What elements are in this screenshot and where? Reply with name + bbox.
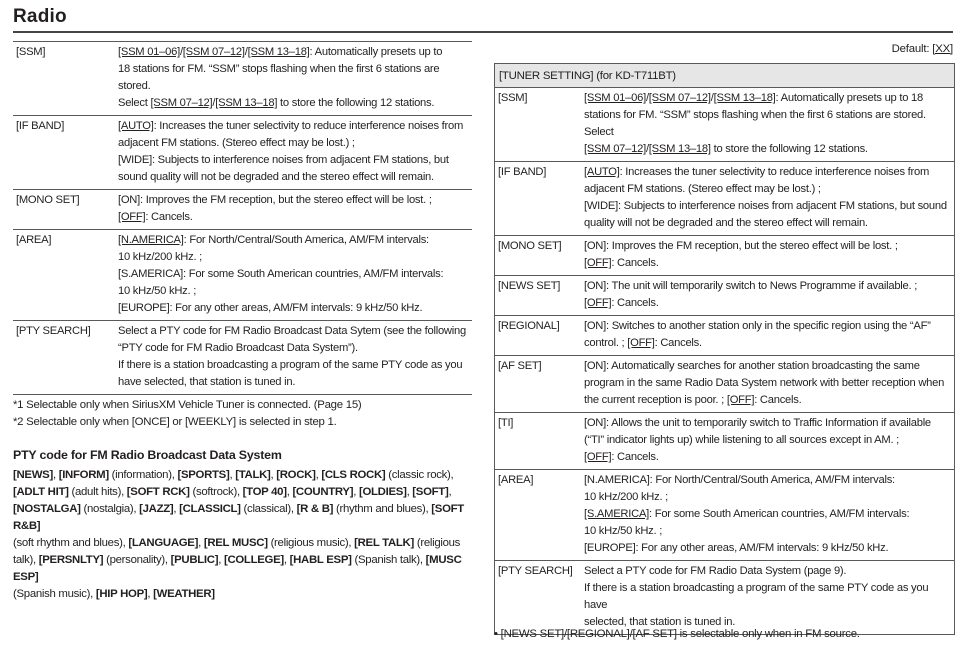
setting-description — [584, 356, 954, 413]
text-line — [584, 540, 954, 557]
setting-description — [118, 42, 472, 116]
text-line — [584, 415, 954, 432]
text-segment: , — [406, 486, 413, 498]
default-option-text: [AUTO] — [584, 166, 620, 178]
setting-row — [495, 276, 954, 316]
text-segment: : Improves the FM reception, but the stereo effect will be lost. ; — [140, 194, 432, 206]
default-option-text: [SSM 01–06] — [584, 92, 646, 104]
title-divider — [13, 31, 953, 33]
tuner-setting-box — [494, 63, 955, 635]
text-segment: selected, that station is tuned in. — [584, 616, 736, 628]
text-line — [118, 323, 472, 340]
pty-code-text: [SOFT R&B] — [13, 503, 464, 532]
text-line — [584, 318, 954, 335]
text-line — [118, 300, 472, 317]
text-segment: (“TI” indicator lights up) while listening to all sources except in AM. ; — [584, 434, 900, 446]
text-line — [584, 141, 954, 158]
default-option-text: [S.AMERICA] — [584, 508, 650, 520]
default-option-text: [AUTO] — [118, 120, 154, 132]
default-option-text: [SSM 07–12] — [584, 143, 646, 155]
text-segment: [EUROPE] — [584, 542, 636, 554]
setting-key: [REGIONAL] — [498, 320, 560, 332]
text-segment: “PTY code for FM Radio Broadcast Data System”). — [118, 342, 358, 354]
text-segment: [ON] — [118, 194, 140, 206]
tuner-settings-table — [495, 88, 954, 635]
text-line — [13, 535, 475, 552]
text-line — [584, 255, 954, 272]
pty-code-text: [R & B] — [296, 503, 334, 515]
pty-code-text: [REL MUSC] — [203, 537, 268, 549]
default-option-text: [SSM 13–18] — [247, 46, 310, 58]
text-segment: the current reception is poor. ; — [584, 394, 727, 406]
setting-row — [495, 88, 954, 162]
default-option-text: [OFF] — [627, 337, 655, 349]
text-segment: sound quality will not be degraded and the stereo effect will remain. — [118, 171, 434, 183]
fm-only-note — [494, 626, 860, 643]
pty-code-text: [MUSC ESP] — [13, 554, 462, 583]
setting-description — [584, 561, 954, 635]
text-segment: : For any other areas, AM/FM intervals: 9 kHz/50 kHz. — [635, 542, 889, 554]
text-segment: [ON] — [584, 320, 606, 332]
text-segment: / — [710, 92, 714, 104]
pty-code-text: [OLDIES] — [358, 486, 407, 498]
default-option-text: [SSM 07–12] — [648, 92, 711, 104]
text-segment: , — [353, 486, 359, 498]
text-segment: (classic rock), — [385, 469, 454, 481]
setting-key: [IF BAND] — [16, 120, 65, 132]
text-segment: 18 stations for FM. “SSM” stops flashing when the first 6 stations are stored. — [118, 63, 440, 92]
text-segment: : Automatically searches for another station broadcasting the same — [606, 360, 920, 372]
text-segment: [ON] — [584, 240, 606, 252]
text-line — [584, 432, 954, 449]
pty-code-text: [WEATHER] — [153, 588, 215, 600]
text-segment: • — [494, 628, 501, 640]
setting-description — [584, 470, 954, 561]
text-segment: (adult hits), — [68, 486, 127, 498]
pty-code-text: [INFORM] — [58, 469, 109, 481]
text-segment: stations for FM. “SSM” stops flashing when the first 6 stations are stored. Select — [584, 109, 926, 138]
text-segment: [AF SET] — [632, 628, 677, 640]
tuner-setting-header: [TUNER SETTING] (for KD-T711BT) — [495, 64, 954, 88]
text-line — [13, 467, 475, 484]
text-line — [584, 449, 954, 466]
text-segment: : Automatically presets up to — [309, 46, 443, 58]
text-segment: : Improves the FM reception, but the stereo effect will be lost. ; — [606, 240, 898, 252]
default-option-text: [XX] — [932, 43, 953, 55]
text-line — [584, 295, 954, 312]
setting-description — [584, 162, 954, 236]
pty-code-text: [HIP HOP] — [95, 588, 148, 600]
text-segment: to store the following 12 stations. — [710, 143, 868, 155]
text-segment: [ON] — [584, 280, 606, 292]
text-segment: : For some South American countries, AM/FM intervals: — [183, 268, 444, 280]
pty-code-text: [SOFT] — [412, 486, 449, 498]
tuner-settings-table-body — [495, 88, 954, 635]
text-segment: : For any other areas, AM/FM intervals: 9 kHz/50 kHz. — [169, 302, 423, 314]
text-line — [584, 164, 954, 181]
text-segment: *2 Selectable only when — [13, 416, 132, 428]
text-segment: program in the same Radio Data System network with better reception when — [584, 377, 945, 389]
pty-code-text: [COLLEGE] — [223, 554, 284, 566]
text-segment: , — [286, 486, 293, 498]
text-line — [118, 266, 472, 283]
text-line — [584, 506, 954, 523]
setting-description — [118, 190, 472, 230]
footnotes — [13, 397, 473, 431]
text-line — [584, 358, 954, 375]
text-line — [584, 563, 954, 580]
text-segment: , — [147, 588, 154, 600]
setting-description — [584, 413, 954, 470]
pty-code-text: [ROCK] — [276, 469, 316, 481]
pty-code-text: [NOSTALGA] — [13, 503, 81, 515]
text-segment: 10 kHz/50 kHz. ; — [584, 525, 663, 537]
text-segment: (information), — [108, 469, 178, 481]
text-segment: (rhythm and blues), — [333, 503, 432, 515]
text-segment: / — [212, 97, 216, 109]
text-line — [584, 472, 954, 489]
text-segment: (nostalgia), — [80, 503, 140, 515]
text-segment: : Cancels. — [654, 337, 702, 349]
text-line — [118, 152, 472, 169]
setting-description — [584, 316, 954, 356]
pty-code-text: [SPORTS] — [177, 469, 230, 481]
text-line — [13, 397, 473, 414]
pty-code-text: [PUBLIC] — [170, 554, 219, 566]
text-segment: : For North/Central/South America, AM/FM intervals: — [183, 234, 429, 246]
text-line — [118, 249, 472, 266]
text-line — [118, 374, 472, 391]
setting-key: [AREA] — [16, 234, 52, 246]
pty-code-text: [PERSNLTY] — [38, 554, 104, 566]
setting-description — [584, 88, 954, 162]
text-line — [118, 357, 472, 374]
pty-code-text: [SOFT RCK] — [126, 486, 190, 498]
text-segment: : Increases the tuner selectivity to reduce interference noises from — [619, 166, 930, 178]
pty-code-text: [TALK] — [235, 469, 271, 481]
setting-key: [MONO SET] — [498, 240, 562, 252]
pty-code-text: [CLASSICL] — [179, 503, 241, 515]
text-segment: is selectable only when in FM source. — [676, 628, 860, 640]
text-segment: , — [448, 486, 452, 498]
setting-row — [13, 116, 472, 190]
radio-settings-table — [13, 41, 472, 395]
text-line — [118, 44, 472, 61]
text-segment: quality will not be degraded and the stereo effect will remain. — [584, 217, 868, 229]
pty-code-text: [COUNTRY] — [292, 486, 354, 498]
setting-key: [TI] — [498, 417, 514, 429]
text-segment: If there is a station broadcasting a program of the same PTY code as you — [118, 359, 463, 371]
pty-code-text: [JAZZ] — [139, 503, 174, 515]
text-line — [584, 90, 954, 107]
text-line — [584, 335, 954, 352]
setting-description — [584, 276, 954, 316]
setting-row — [495, 162, 954, 236]
text-segment: (Spanish talk), — [351, 554, 426, 566]
text-segment: / — [645, 92, 649, 104]
setting-row — [495, 561, 954, 635]
text-segment: , — [218, 554, 224, 566]
text-line — [118, 135, 472, 152]
default-option-text: [N.AMERICA] — [118, 234, 184, 246]
pty-code-text: [ADLT HIT] — [13, 486, 69, 498]
text-line — [13, 501, 475, 535]
setting-key: [AF SET] — [498, 360, 542, 372]
setting-key: [NEWS SET] — [498, 280, 561, 292]
setting-key: [AREA] — [498, 474, 534, 486]
text-segment: Default: — [891, 43, 933, 55]
text-segment: have selected, that station is tuned in. — [118, 376, 296, 388]
text-segment: [REGIONAL] — [566, 628, 630, 640]
text-segment: 10 kHz/200 kHz. ; — [118, 251, 203, 263]
text-segment: Select — [118, 97, 151, 109]
setting-row — [495, 470, 954, 561]
text-segment: is selected in step 1. — [235, 416, 337, 428]
default-option-text: [OFF] — [118, 211, 146, 223]
setting-row — [13, 42, 472, 116]
text-segment: , — [283, 554, 290, 566]
text-segment: talk), — [13, 554, 39, 566]
setting-row — [13, 230, 472, 321]
text-line — [118, 95, 472, 112]
text-segment: : For some South American countries, AM/FM intervals: — [649, 508, 910, 520]
text-line — [13, 414, 473, 431]
text-segment: , — [52, 469, 59, 481]
text-line — [118, 232, 472, 249]
text-segment: (soft rhythm and blues), — [13, 537, 129, 549]
text-segment: , — [173, 503, 180, 515]
text-segment: [NEWS SET] — [500, 628, 564, 640]
text-line — [13, 552, 475, 586]
text-segment: : For North/Central/South America, AM/FM intervals: — [649, 474, 895, 486]
default-option-text: [SSM 13–18] — [713, 92, 776, 104]
text-segment: : Subjects to interference noises from adjacent FM stations, but — [151, 154, 449, 166]
text-segment: (Spanish music), — [13, 588, 96, 600]
text-line — [584, 580, 954, 614]
pty-code-heading: PTY code for FM Radio Broadcast Data System — [13, 448, 282, 462]
text-segment: (religious music), — [267, 537, 355, 549]
text-segment: 10 kHz/50 kHz. ; — [118, 285, 197, 297]
text-segment: [ONCE] — [131, 416, 170, 428]
setting-row — [495, 413, 954, 470]
text-segment: / — [179, 46, 183, 58]
text-segment: (personality), — [103, 554, 171, 566]
text-line — [584, 278, 954, 295]
radio-settings-table-body — [13, 42, 472, 395]
text-line — [118, 192, 472, 209]
setting-key: [IF BAND] — [498, 166, 547, 178]
text-segment: [WIDE] — [584, 200, 618, 212]
text-segment: 10 kHz/200 kHz. ; — [584, 491, 669, 503]
setting-key: [SSM] — [16, 46, 46, 58]
setting-row — [495, 236, 954, 276]
text-line — [13, 586, 475, 603]
text-segment: : Allows the unit to temporarily switch to Traffic Information if available — [606, 417, 931, 429]
setting-description — [118, 230, 472, 321]
text-segment: : Cancels. — [611, 257, 659, 269]
text-segment: (religious — [413, 537, 461, 549]
text-segment: (softrock), — [189, 486, 243, 498]
text-segment: [WIDE] — [118, 154, 152, 166]
text-line — [118, 61, 472, 95]
default-option-text: [SSM 13–18] — [648, 143, 711, 155]
setting-key: [MONO SET] — [16, 194, 80, 206]
setting-row — [13, 321, 472, 395]
pty-code-list — [13, 467, 475, 603]
text-segment: : Cancels. — [145, 211, 193, 223]
page-title: Radio — [13, 6, 67, 27]
text-line — [118, 118, 472, 135]
text-segment: If there is a station broadcasting a program of the same PTY code as you have — [584, 582, 929, 611]
default-option-text: [SSM 07–12] — [182, 46, 245, 58]
text-line — [584, 198, 954, 215]
pty-code-text: [CLS ROCK] — [321, 469, 386, 481]
text-segment: (classical), — [240, 503, 297, 515]
text-segment: [EUROPE] — [118, 302, 170, 314]
default-option-text: [OFF] — [584, 297, 612, 309]
text-segment: to store the following 12 stations. — [277, 97, 435, 109]
setting-row — [13, 190, 472, 230]
text-line — [584, 392, 954, 409]
pty-code-text: [NEWS] — [13, 469, 53, 481]
default-label — [892, 41, 953, 58]
default-option-text: [SSM 01–06] — [118, 46, 180, 58]
text-segment: control. ; — [584, 337, 628, 349]
text-segment: , — [198, 537, 204, 549]
setting-description — [584, 236, 954, 276]
setting-description — [118, 116, 472, 190]
text-line — [584, 107, 954, 141]
text-line — [118, 209, 472, 226]
default-option-text: [OFF] — [584, 451, 612, 463]
text-segment: : Subjects to interference noises from adjacent FM stations, but sound — [617, 200, 947, 212]
text-line — [584, 375, 954, 392]
default-option-text: [OFF] — [584, 257, 612, 269]
pty-code-text: [HABL ESP] — [289, 554, 352, 566]
text-line — [118, 340, 472, 357]
text-line — [584, 489, 954, 506]
default-option-text: [SSM 13–18] — [215, 97, 278, 109]
text-segment: : Automatically presets up to 18 — [775, 92, 923, 104]
setting-key: [PTY SEARCH] — [16, 325, 91, 337]
text-segment: : The unit will temporarily switch to News Programme if available. ; — [606, 280, 918, 292]
text-line — [584, 181, 954, 198]
pty-code-text: [TOP 40] — [242, 486, 287, 498]
default-option-text: [OFF] — [726, 394, 755, 406]
text-segment: [ON] — [584, 360, 606, 372]
text-segment: adjacent FM stations. (Stereo effect may be lost.) ; — [584, 183, 821, 195]
text-line — [584, 238, 954, 255]
text-segment: / — [563, 628, 567, 640]
text-segment: [WEEKLY] — [184, 416, 236, 428]
text-line — [118, 283, 472, 300]
pty-code-text: [LANGUAGE] — [128, 537, 199, 549]
text-segment: / — [244, 46, 248, 58]
text-line — [118, 169, 472, 186]
setting-description — [118, 321, 472, 395]
setting-row — [495, 316, 954, 356]
setting-key: [PTY SEARCH] — [498, 565, 573, 577]
text-segment: *1 Selectable only when SiriusXM Vehicle Tuner is connected. (Page 15) — [13, 399, 362, 411]
setting-row — [495, 356, 954, 413]
text-segment: / — [629, 628, 633, 640]
default-option-text: [SSM 07–12] — [150, 97, 213, 109]
text-segment: : Cancels. — [611, 451, 659, 463]
text-segment: or — [169, 416, 185, 428]
text-segment: Select a PTY code for FM Radio Data System (page 9). — [584, 565, 847, 577]
pty-code-text: [REL TALK] — [354, 537, 414, 549]
text-segment: : Switches to another station only in the specific region using the “AF” — [606, 320, 931, 332]
text-segment: : Cancels. — [611, 297, 659, 309]
setting-key: [SSM] — [498, 92, 528, 104]
text-line — [584, 523, 954, 540]
text-segment: [N.AMERICA] — [584, 474, 650, 486]
text-segment: Select a PTY code for FM Radio Broadcast Data Sytem (see the following — [118, 325, 466, 337]
text-segment: [S.AMERICA] — [118, 268, 184, 280]
text-segment: , — [270, 469, 277, 481]
text-line — [584, 215, 954, 232]
text-segment: , — [229, 469, 236, 481]
text-segment: [ON] — [584, 417, 606, 429]
text-segment: : Cancels. — [754, 394, 802, 406]
text-segment: adjacent FM stations. (Stereo effect may be lost.) ; — [118, 137, 355, 149]
text-segment: / — [645, 143, 649, 155]
text-segment: : Increases the tuner selectivity to reduce interference noises from — [153, 120, 464, 132]
text-segment: , — [315, 469, 322, 481]
text-line — [13, 484, 475, 501]
